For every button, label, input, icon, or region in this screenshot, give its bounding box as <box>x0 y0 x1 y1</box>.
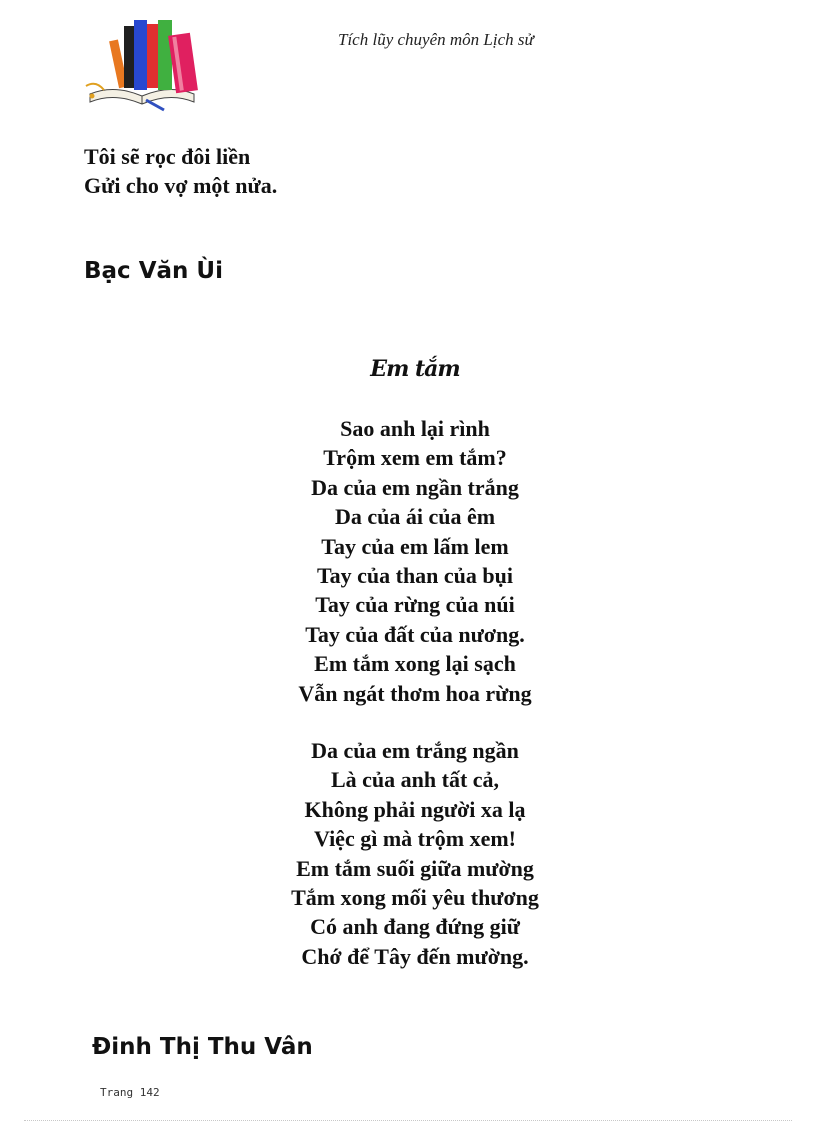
books-logo-icon <box>84 14 206 112</box>
page-header: Tích lũy chuyên môn Lịch sử <box>338 30 534 49</box>
verse-line: Da của em trắng ngần <box>311 738 519 763</box>
verse-line: Tôi sẽ rọc đôi liền <box>84 144 251 169</box>
verse-line: Không phải người xa lạ <box>304 796 526 822</box>
verse-line: Việc gì mà trộm xem! <box>314 826 516 852</box>
poem-stanza-2 <box>0 736 816 971</box>
verse-line: Là của anh tất cả, <box>330 767 500 793</box>
verse-line: Vẫn ngát thơm hoa rừng <box>298 680 532 706</box>
verse-line: Em tắm xong lại sạch <box>314 651 516 677</box>
verse-line: Gửi cho vợ một nửa. <box>84 173 278 198</box>
author-name: Bạc Văn Ùi <box>84 258 223 284</box>
verse-line: Tay của em lấm lem <box>321 533 509 559</box>
poem-stanza-1 <box>0 414 816 708</box>
verse-line: Tay của đất của nương. <box>305 621 525 647</box>
verse-line: Trộm xem em tắm? <box>323 445 507 471</box>
verse-line: Em tắm suối giữa mường <box>296 855 534 881</box>
author-name: Đinh Thị Thu Vân <box>92 1034 313 1060</box>
verse-line: Tay của rừng của núi <box>315 592 515 618</box>
footer-divider <box>24 1120 792 1121</box>
poem-title: Em tắm <box>370 356 460 382</box>
verse-line: Tắm xong mối yêu thương <box>291 885 539 911</box>
verse-line: Tay của than của bụi <box>316 563 514 589</box>
verse-line: Sao anh lại rình <box>340 416 490 441</box>
verse-line: Có anh đang đứng giữ <box>310 914 520 940</box>
verse-line: Chớ để Tây đến mường. <box>301 943 529 969</box>
intro-verse <box>84 142 277 200</box>
page-number: Trang 142 <box>100 1086 160 1099</box>
verse-line: Da của ái của êm <box>334 504 496 530</box>
verse-line: Da của em ngần trắng <box>311 474 519 500</box>
